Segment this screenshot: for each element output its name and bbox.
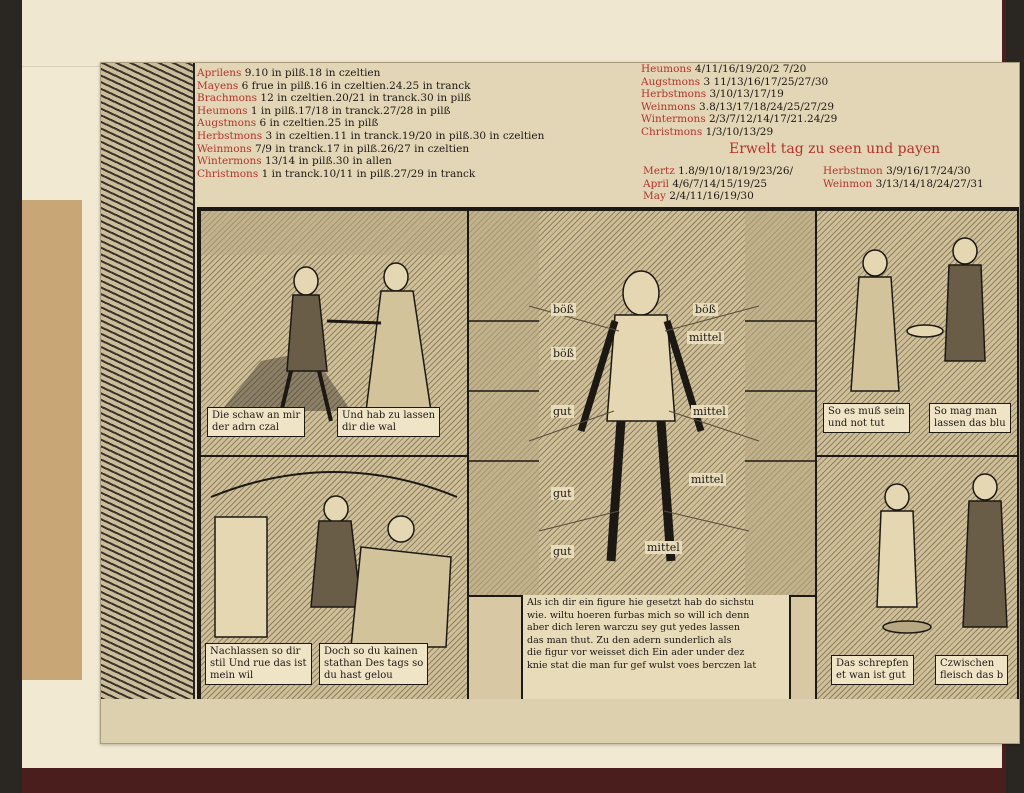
calendar-line (641, 76, 1013, 89)
calendar-left (197, 67, 627, 180)
figure-label: mittel (691, 473, 724, 486)
album-cover (22, 0, 1006, 793)
month-name: Wintermons (641, 113, 706, 126)
calendar-line (197, 80, 627, 93)
days-list: 7/9 in tranck.17 in pilß.26/27 in czeltien (255, 142, 470, 155)
days-list: 2/4/11/16/19/30 (669, 190, 754, 203)
month-name: Aprilens (197, 67, 242, 79)
figure-label: mittel (689, 331, 722, 344)
banner-text: Doch so du kainen stathan Des tags so du hast gelou (319, 643, 428, 685)
days-list: 6 in czeltien.25 in pilß (259, 117, 379, 130)
banner-text: So es muß sein und not tut (823, 403, 910, 433)
month-name: Christmons (197, 167, 259, 180)
calendar-line (197, 67, 627, 80)
calendar-line (641, 63, 1013, 76)
panel-bloodletting-bowl (815, 209, 1019, 457)
woodcut-print (100, 62, 1020, 744)
figure-label: gut (553, 487, 572, 500)
figure-label: gut (553, 405, 572, 418)
vein-man-figure (469, 211, 815, 595)
calendar-line (823, 165, 984, 178)
days-list: 1.8/9/10/18/19/23/26/ (678, 165, 794, 177)
figure-label: böß (553, 347, 575, 360)
calendar-line (641, 101, 1013, 114)
ornamental-border (101, 63, 195, 699)
banner-text: Nachlassen so dir stil Und rue das ist mein wil (205, 643, 312, 685)
calendar-line (823, 178, 984, 191)
month-name: Herbstmons (197, 129, 263, 142)
days-list: 1/3/10/13/29 (705, 125, 774, 138)
month-name: Weinmons (641, 100, 696, 113)
month-name: Brachmons (197, 92, 258, 105)
calendar-line (641, 88, 1013, 101)
days-list: 12 in czeltien.20/21 in tranck.30 in pilß (260, 92, 471, 105)
tan-paper-strip (22, 200, 82, 680)
month-name: Christmons (641, 125, 703, 138)
calendar-line (197, 92, 627, 105)
calendar-right (641, 63, 1013, 159)
month-name: Heumons (641, 63, 692, 75)
days-list: 4/6/7/14/15/19/25 (672, 177, 768, 190)
days-list: 3/13/14/18/24/27/31 (875, 177, 984, 190)
calendar-line (197, 168, 627, 181)
figure-label: mittel (647, 541, 680, 554)
sheet-margin (101, 699, 1019, 743)
figure-label: gut (553, 545, 572, 558)
days-list: 3.8/13/17/18/24/25/27/29 (699, 100, 835, 113)
days-list: 13/14 in pilß.30 in allen (264, 155, 392, 168)
days-list: 4/11/16/19/20/2 7/20 (694, 63, 807, 75)
banner-text: So mag man lassen das blu (929, 403, 1011, 433)
calendar-line (197, 130, 627, 143)
banner-text: Czwischen fleisch das b (935, 655, 1008, 685)
banner-text: Und hab zu lassen dir die wal (337, 407, 440, 437)
folded-flap (22, 0, 1002, 67)
figure-label: böß (553, 303, 575, 316)
month-name: May (643, 190, 666, 203)
month-name: Mayens (197, 79, 239, 92)
days-list: 3 11/13/16/17/25/27/30 (703, 75, 829, 88)
panel-cupping (815, 455, 1019, 703)
explanatory-text: Als ich dir ein figure hie gesetzt hab do sichstu wie. wiltu hoeren furbas mich so will ich denn aber dich leren warczu sey gut yedes lassen das man thut. Zu den adern sunderlich als die figur vor weisset dich Ein ader under dez knie stat die man fur gef wulst voes berczen lat (521, 595, 791, 699)
month-name: Herbstmons (641, 88, 707, 101)
days-list: 3/10/13/17/19 (709, 88, 784, 101)
days-list: 3/9/16/17/24/30 (886, 165, 971, 177)
month-name: Augstmons (197, 117, 257, 130)
days-list: 2/3/7/12/14/17/21.24/29 (708, 113, 838, 126)
days-list: 9.10 in pilß.18 in czeltien (244, 67, 381, 79)
banner-text: Die schaw an mir der adrn czal (207, 407, 305, 437)
woodcut-illustrations (197, 207, 1019, 703)
figure-label: mittel (693, 405, 726, 418)
days-list: 3 in czeltien.11 in tranck.19/20 in pilß.30 in czeltien (265, 129, 545, 142)
month-name: Weinmon (823, 177, 873, 190)
panel-sickbed (199, 455, 469, 703)
panel-bloodletting-arm (199, 209, 469, 457)
calendar-line (197, 155, 627, 168)
banner-text: Das schrepfen et wan ist gut (831, 655, 914, 685)
month-name: April (643, 177, 670, 190)
calendar-line (197, 143, 627, 156)
calendar-line (643, 190, 793, 203)
rubric-heading: Erwelt tag zu seen und payen (729, 140, 941, 157)
album-page (22, 0, 1006, 768)
days-list: 1 in tranck.10/11 in pilß.27/29 in tranck (261, 167, 476, 180)
panel-vein-man (467, 209, 817, 597)
month-name: Augstmons (641, 75, 701, 88)
days-list: 1 in pilß.17/18 in tranck.27/28 in pilß (250, 104, 451, 117)
calendar-line (641, 126, 1013, 139)
calendar-line (643, 178, 793, 191)
month-name: Wintermons (197, 155, 262, 168)
month-name: Weinmons (197, 142, 252, 155)
month-name: Mertz (643, 165, 675, 177)
calendar-line (197, 105, 627, 118)
month-name: Heumons (197, 104, 248, 117)
calendar-line (641, 113, 1013, 126)
calendar-line (197, 117, 627, 130)
month-name: Herbstmon (823, 165, 883, 177)
figure-label: böß (695, 303, 717, 316)
days-list: 6 frue in pilß.16 in czeltien.24.25 in tranck (241, 79, 471, 92)
calendar-line (643, 165, 793, 178)
